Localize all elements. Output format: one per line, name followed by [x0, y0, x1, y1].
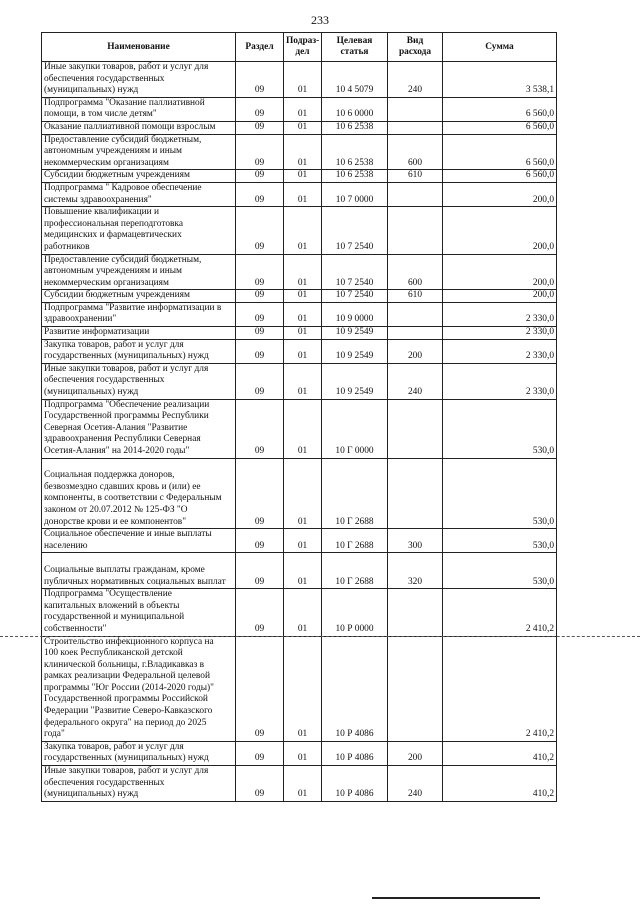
row-name: Иные закупки товаров, работ и услуг для обеспечения государственных (муниципальных) нужд: [42, 363, 236, 399]
row-target: 10 Р 4086: [322, 741, 388, 765]
table-row: [42, 290, 557, 303]
table-row: [42, 766, 557, 802]
table-row: [42, 458, 557, 529]
row-section: 09: [236, 62, 284, 98]
row-type: 240: [388, 363, 443, 399]
table-row: [42, 529, 557, 553]
row-type: [388, 182, 443, 206]
table-row: [42, 254, 557, 290]
table-row: [42, 62, 557, 98]
row-subsection: 01: [284, 121, 322, 134]
row-section: 09: [236, 327, 284, 340]
row-target: 10 Г 2688: [322, 529, 388, 553]
row-section: 09: [236, 458, 284, 529]
row-sum: 3 538,1: [443, 62, 557, 98]
row-name: Субсидии бюджетным учреждениям: [42, 170, 236, 183]
row-subsection: 01: [284, 589, 322, 636]
row-section: 09: [236, 399, 284, 458]
row-type: [388, 399, 443, 458]
row-type: 610: [388, 290, 443, 303]
table-row: [42, 302, 557, 326]
row-type: [388, 97, 443, 121]
row-section: 09: [236, 97, 284, 121]
row-type: 600: [388, 134, 443, 170]
row-sum: 200,0: [443, 254, 557, 290]
row-target: 10 Р 4086: [322, 766, 388, 802]
row-subsection: 01: [284, 339, 322, 363]
row-sum: 410,2: [443, 766, 557, 802]
row-type: 300: [388, 529, 443, 553]
row-name: Повышение квалификации и профессиональная переподготовка медицинских и фармацевтических работников: [42, 207, 236, 254]
row-name: Социальная поддержка доноров, безвозмездно сдавших кровь и (или) ее компоненты, в соответствии с Федеральным законом от 20.07.2012 № 125-ФЗ "О донорстве крови и ее компонентов": [42, 458, 236, 529]
header-name: Наименование: [42, 33, 236, 62]
header-target: Целевая статья: [322, 33, 388, 62]
row-sum: 200,0: [443, 207, 557, 254]
header-section: Раздел: [236, 33, 284, 62]
row-subsection: 01: [284, 399, 322, 458]
row-sum: 2 410,2: [443, 589, 557, 636]
row-type: [388, 327, 443, 340]
header-sum: Сумма: [443, 33, 557, 62]
row-name: Социальное обеспечение и иные выплаты населению: [42, 529, 236, 553]
row-section: 09: [236, 121, 284, 134]
row-target: 10 6 2538: [322, 134, 388, 170]
row-type: 600: [388, 254, 443, 290]
row-sum: 410,2: [443, 741, 557, 765]
row-name: Субсидии бюджетным учреждениям: [42, 290, 236, 303]
row-name: Предоставление субсидий бюджетным, автономным учреждениям и иным некоммерческим организациям: [42, 254, 236, 290]
row-type: 320: [388, 553, 443, 589]
header-type: Вид расхода: [388, 33, 443, 62]
row-target: 10 7 2540: [322, 290, 388, 303]
row-sum: 530,0: [443, 458, 557, 529]
row-subsection: 01: [284, 553, 322, 589]
budget-table: [41, 32, 557, 802]
row-sum: 2 330,0: [443, 302, 557, 326]
bottom-rule: [372, 897, 540, 899]
row-type: 610: [388, 170, 443, 183]
row-target: 10 7 0000: [322, 182, 388, 206]
row-sum: 2 330,0: [443, 363, 557, 399]
table-row: [42, 636, 557, 741]
row-type: 240: [388, 62, 443, 98]
row-sum: 530,0: [443, 529, 557, 553]
row-target: 10 9 2549: [322, 363, 388, 399]
row-name: Подпрограмма "Оказание паллиативной помощи, в том числе детям": [42, 97, 236, 121]
row-target: 10 9 0000: [322, 302, 388, 326]
row-section: 09: [236, 182, 284, 206]
row-section: 09: [236, 254, 284, 290]
row-section: 09: [236, 741, 284, 765]
row-sum: 6 560,0: [443, 134, 557, 170]
row-name: Закупка товаров, работ и услуг для государственных (муниципальных) нужд: [42, 741, 236, 765]
row-target: 10 6 2538: [322, 170, 388, 183]
row-section: 09: [236, 553, 284, 589]
row-target: 10 6 2538: [322, 121, 388, 134]
row-section: 09: [236, 529, 284, 553]
table-row: [42, 121, 557, 134]
table-row: [42, 170, 557, 183]
row-subsection: 01: [284, 254, 322, 290]
table-row: [42, 741, 557, 765]
row-name: Подпрограмма "Осуществление капитальных вложений в объекты государственной и муниципальной собственности": [42, 589, 236, 636]
row-type: [388, 121, 443, 134]
table-row: [42, 97, 557, 121]
row-subsection: 01: [284, 636, 322, 741]
row-target: 10 9 2549: [322, 327, 388, 340]
row-type: 200: [388, 741, 443, 765]
row-section: 09: [236, 170, 284, 183]
row-target: 10 9 2549: [322, 339, 388, 363]
row-section: 09: [236, 290, 284, 303]
row-sum: 530,0: [443, 399, 557, 458]
row-sum: 6 560,0: [443, 97, 557, 121]
row-subsection: 01: [284, 134, 322, 170]
table-row: [42, 134, 557, 170]
row-subsection: 01: [284, 62, 322, 98]
row-target: 10 6 0000: [322, 97, 388, 121]
row-sum: 530,0: [443, 553, 557, 589]
row-sum: 200,0: [443, 182, 557, 206]
row-sum: 200,0: [443, 290, 557, 303]
row-section: 09: [236, 766, 284, 802]
row-subsection: 01: [284, 207, 322, 254]
row-subsection: 01: [284, 529, 322, 553]
row-subsection: 01: [284, 741, 322, 765]
row-sum: 6 560,0: [443, 121, 557, 134]
row-section: 09: [236, 636, 284, 741]
row-subsection: 01: [284, 766, 322, 802]
header-row: [42, 33, 557, 62]
row-name: Иные закупки товаров, работ и услуг для обеспечения государственных (муниципальных) нужд: [42, 62, 236, 98]
row-subsection: 01: [284, 290, 322, 303]
row-type: [388, 636, 443, 741]
row-section: 09: [236, 207, 284, 254]
row-name: Предоставление субсидий бюджетным, автономным учреждениям и иным некоммерческим организациям: [42, 134, 236, 170]
row-name: Иные закупки товаров, работ и услуг для обеспечения государственных (муниципальных) нужд: [42, 766, 236, 802]
row-name: Закупка товаров, работ и услуг для государственных (муниципальных) нужд: [42, 339, 236, 363]
row-name: Подпрограмма "Обеспечение реализации Государственной программы Республики Северная Осетия-Алания "Развитие здравоохранения Республики Северная Осетия-Алания" на 2014-2020 годы": [42, 399, 236, 458]
row-type: [388, 207, 443, 254]
table-row: [42, 207, 557, 254]
row-target: 10 Р 4086: [322, 636, 388, 741]
row-section: 09: [236, 134, 284, 170]
row-target: 10 4 5079: [322, 62, 388, 98]
row-type: 200: [388, 339, 443, 363]
table-row: [42, 327, 557, 340]
table-row: [42, 182, 557, 206]
row-section: 09: [236, 363, 284, 399]
row-name: Подпрограмма " Кадровое обеспечение системы здравоохранения": [42, 182, 236, 206]
row-target: 10 Г 2688: [322, 553, 388, 589]
row-target: 10 Г 2688: [322, 458, 388, 529]
row-type: [388, 589, 443, 636]
row-type: [388, 458, 443, 529]
row-section: 09: [236, 339, 284, 363]
row-subsection: 01: [284, 170, 322, 183]
table-row: [42, 363, 557, 399]
row-target: 10 Г 0000: [322, 399, 388, 458]
row-name: Оказание паллиативной помощи взрослым: [42, 121, 236, 134]
row-sum: 2 410,2: [443, 636, 557, 741]
row-section: 09: [236, 302, 284, 326]
row-sum: 2 330,0: [443, 327, 557, 340]
row-type: 240: [388, 766, 443, 802]
row-name: Социальные выплаты гражданам, кроме публичных нормативных социальных выплат: [42, 553, 236, 589]
row-section: 09: [236, 589, 284, 636]
table-row: [42, 399, 557, 458]
header-subsection: Подраз- дел: [284, 33, 322, 62]
row-subsection: 01: [284, 363, 322, 399]
row-target: 10 Р 0000: [322, 589, 388, 636]
row-subsection: 01: [284, 327, 322, 340]
row-subsection: 01: [284, 182, 322, 206]
row-subsection: 01: [284, 458, 322, 529]
table-row: [42, 339, 557, 363]
row-type: [388, 302, 443, 326]
page-number: 233: [311, 13, 329, 27]
row-sum: 6 560,0: [443, 170, 557, 183]
row-subsection: 01: [284, 97, 322, 121]
table-row: [42, 589, 557, 636]
row-target: 10 7 2540: [322, 207, 388, 254]
row-subsection: 01: [284, 302, 322, 326]
table-row: [42, 553, 557, 589]
row-name: Подпрограмма "Развитие информатизации в здравоохранении": [42, 302, 236, 326]
scan-dashed-line: [0, 636, 640, 637]
row-target: 10 7 2540: [322, 254, 388, 290]
row-name: Строительство инфекционного корпуса на 100 коек Республиканской детской клинической больницы, г.Владикавказ в рамках реализации Федеральной целевой программы "Юг России (2014-2020 годы)" Государственной программы Российской Федерации "Развитие Северо-Кавказского федерального округа" на период до 2025 года": [42, 636, 236, 741]
row-sum: 2 330,0: [443, 339, 557, 363]
row-name: Развитие информатизации: [42, 327, 236, 340]
